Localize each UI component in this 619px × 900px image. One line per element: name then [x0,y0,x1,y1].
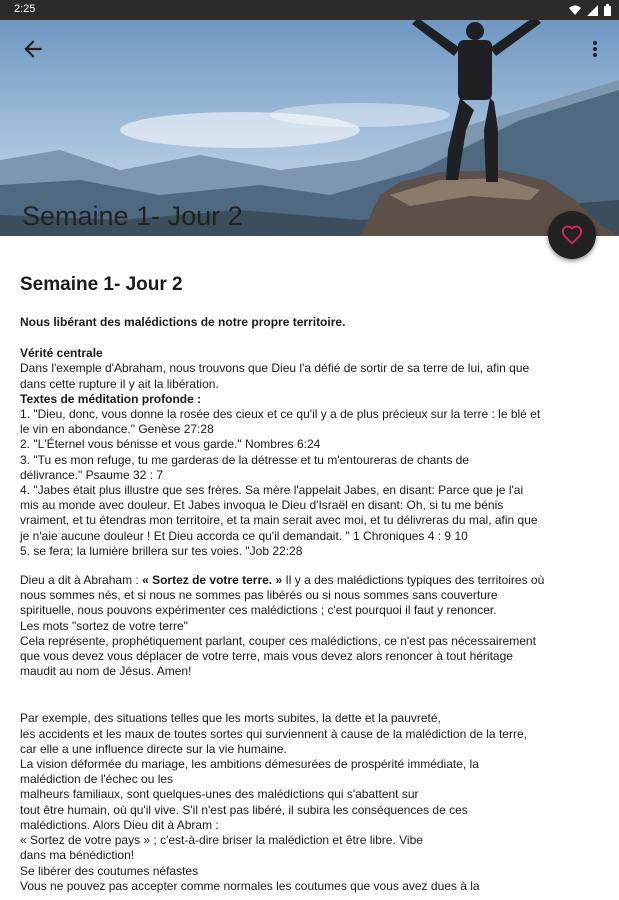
signal-icon [587,5,598,16]
example-text-line: dans ma bénédiction! [20,848,135,863]
meditation-text-line: le vin en abondance." Genèse 27:28 [20,422,214,437]
abraham-quote: « Sortez de votre terre. » [142,573,283,588]
example-text-line: Se libérer des coutumes néfastes [20,863,199,878]
favorite-button[interactable] [548,211,596,259]
abraham-suffix: Il y a des malédictions typiques des territoires où [282,573,545,588]
status-time: 2:25 [14,3,36,15]
abraham-prefix: Dieu a dit à Abraham : [20,573,143,588]
more-vert-icon[interactable] [587,36,603,62]
status-icons [569,4,611,16]
example-text-line: « Sortez de votre pays » ; c'est-à-dire briser la malédiction et être libre. Vibe [20,833,423,848]
abraham-text-line: Cela représente, prophétiquement parlant, couper ces malédictions, ce n'est pas nécessairement [20,633,536,648]
example-text-line: malheurs familiaux, sont quelques-unes des malédictions qui s'abattent sur [20,787,419,802]
example-text-line: Par exemple, des situations telles que les morts subites, la dette et la pauvreté, [20,711,441,726]
abraham-text-line: nous sommes nés, et si nous ne sommes pas libérés ou si nous sommes sans couverture [20,588,498,603]
article-heading: Semaine 1- Jour 2 [20,274,183,295]
meditation-text-line: mis au monde avec douleur. Et Jabes invoqua le Dieu d'Israël en disant: Oh, si tu me bénis [20,498,504,513]
article-content [20,273,602,894]
central-truth-line: dans cette rupture il y ait la libération. [20,376,219,391]
meditation-text-line: 3. "Tu es mon refuge, tu me garderas de la détresse et tu m'entoureras de chants de [20,452,470,467]
abraham-text-line: que vous devez vous déplacer de votre terre, mais vous devez alors renoncer à tout héritage [20,649,513,664]
example-text-line: malédiction de l'échec ou les [20,772,174,787]
meditation-text-line: vraiment, et tu étendras mon territoire, et ta main serait avec moi, et tu délivreras du mal, afin que [20,513,538,528]
meditation-text-line: 1. "Dieu, donc, vous donne la rosée des cieux et ce qu'il y a de plus précieux sur la terre : le blé et [20,407,541,422]
meditation-text-line: 5. se fera; la lumière brillera sur tes voies. "Job 22:28 [20,543,303,558]
meditation-text-line: je n'aie aucune douleur ! Et Dieu accorda ce qu'il demandait. " 1 Chroniques 4 : 9 10 [20,528,468,543]
example-text-line: La vision déformée du mariage, les ambitions démesurées de prospérité immédiate, la [20,757,479,772]
abraham-text-line: Les mots "sortez de votre terre" [20,618,188,633]
abraham-text-line: maudit au nom de Jésus. Amen! [20,664,192,679]
meditation-text-line: délivrance." Psaume 32 : 7 [20,467,164,482]
wifi-icon [569,5,581,16]
example-text-line: car elle a une influence directe sur la vie humaine. [20,741,287,756]
meditation-texts-label: Textes de méditation profonde : [20,391,202,406]
example-text-line: les accidents et les maux de toutes sortes qui surviennent à cause de la malédiction de la terre, [20,726,527,741]
example-text-line: malédictions. Alors Dieu dit à Abram : [20,817,219,832]
meditation-text-line: 2. "L'Éternel vous bénisse et vous garde." Nombres 6:24 [20,437,321,452]
back-arrow-icon[interactable] [20,36,46,62]
meditation-text-line: 4. "Jabes était plus illustre que ses frères. Sa mère l'appelait Jabes, en disant: Parce que je l'ai [20,483,524,498]
heart-outline-icon [561,224,583,246]
central-truth-label: Vérité centrale [20,346,103,361]
example-text-line: tout être humain, où qu'il vive. S'il n'est pas libéré, il subira les conséquences de ces [20,802,468,817]
abraham-text-line: spirituelle, nous pouvons expérimenter ces malédictions ; c'est pourquoi il faut y renoncer. [20,603,497,618]
hero-banner [0,20,619,236]
battery-icon [604,4,611,16]
article-subtitle: Nous libérant des malédictions de notre propre territoire. [20,315,346,329]
status-bar [0,0,619,20]
hero-title: Semaine 1- Jour 2 [22,201,243,231]
central-truth-line: Dans l'exemple d'Abraham, nous trouvons que Dieu l'a défié de sortir de sa terre de lui, afin que [20,361,530,376]
abraham-line [20,573,602,588]
example-text-line: Vous ne pouvez pas accepter comme normales les coutumes que vous avez dues à la [20,878,480,893]
